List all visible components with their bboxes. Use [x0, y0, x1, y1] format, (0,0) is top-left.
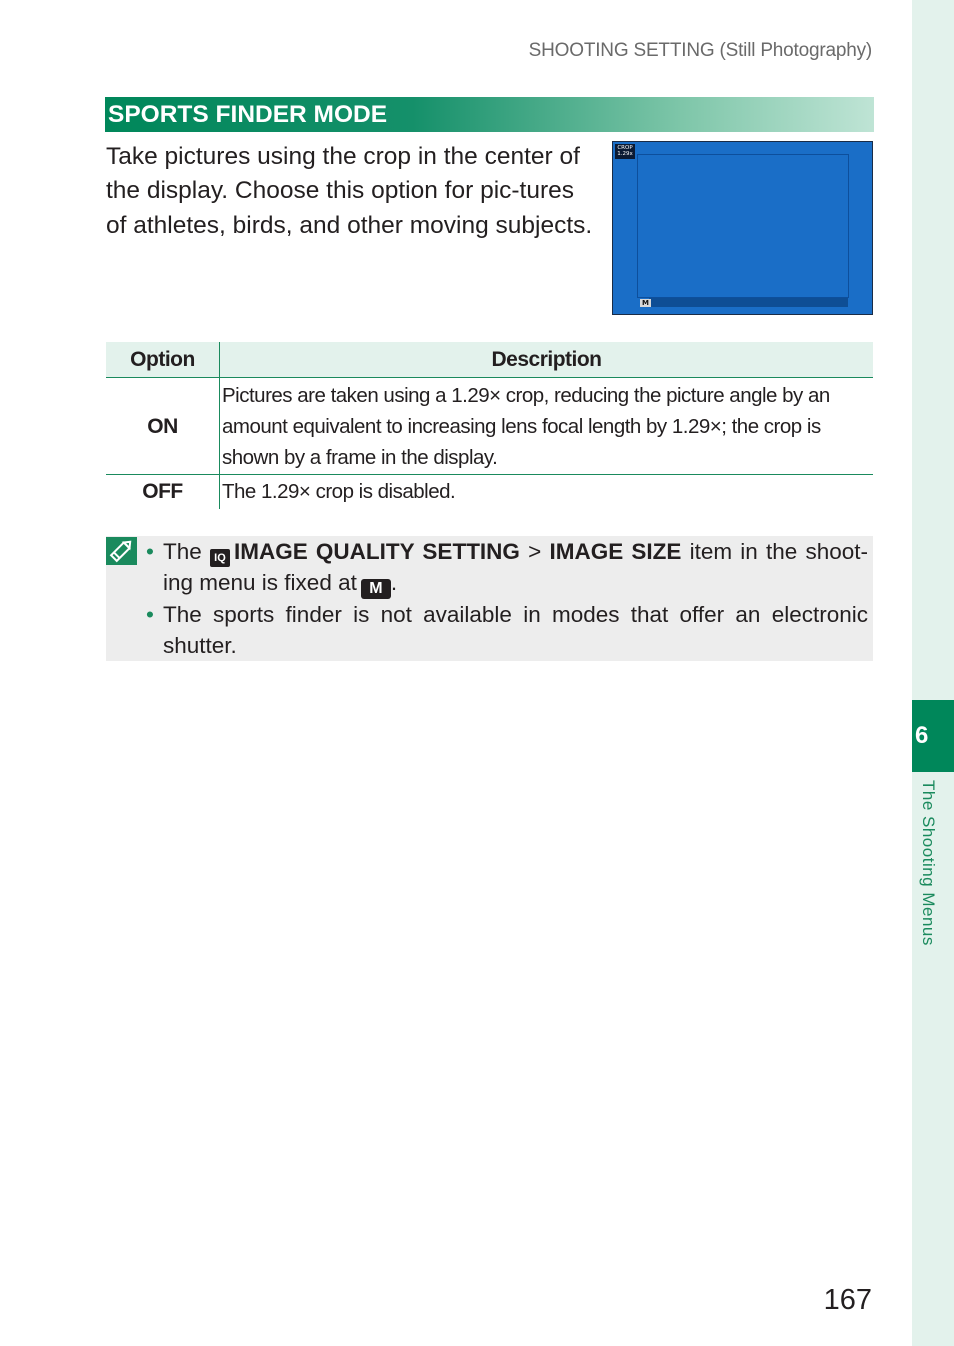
display-info-bar	[649, 298, 848, 307]
description-column-header: Description	[220, 342, 874, 378]
note-item	[146, 536, 868, 599]
crop-frame	[637, 154, 849, 298]
note-item	[146, 599, 868, 661]
note-bullet: •	[146, 539, 154, 564]
note-box	[106, 536, 873, 661]
note-text: item in the shoot-ing menu is fixed at	[163, 539, 868, 595]
chapter-side-strip	[912, 0, 954, 1346]
note-pencil-icon	[106, 537, 137, 565]
description-cell: Pictures are taken using a 1.29× crop, reducing the picture angle by an amount equivalent to increasing lens focal length by 1.29×; the crop is shown by a frame in the display.	[220, 378, 874, 475]
chapter-title: The Shooting Menus	[919, 780, 938, 946]
table-row	[106, 475, 873, 509]
table-row	[106, 378, 873, 475]
page-number: 167	[823, 1284, 872, 1316]
crop-indicator-value: 1.29x	[617, 151, 633, 157]
note-bullet: •	[146, 602, 154, 627]
note-list	[146, 536, 868, 661]
crop-indicator-label: CROP	[617, 145, 633, 151]
sports-finder-display-illustration	[612, 141, 873, 315]
crop-indicator-icon	[615, 144, 635, 159]
menu-item-name: IMAGE SIZE	[549, 539, 682, 564]
note-text-end: .	[390, 570, 398, 595]
note-text: The sports finder is not available in modes that offer an electronic shutter.	[163, 602, 868, 658]
chapter-number: 6	[915, 722, 929, 749]
section-title: SPORTS FINDER MODE	[105, 97, 874, 132]
menu-name: IMAGE QUALITY SETTING	[233, 539, 520, 564]
option-cell: ON	[106, 378, 220, 475]
note-text: The	[163, 539, 210, 564]
image-size-m-icon: M	[361, 579, 391, 599]
running-header: SHOOTING SETTING (Still Photography)	[528, 40, 872, 61]
intro-paragraph: Take pictures using the crop in the center of the display. Choose this option for pic-tures of athletes, birds, and other moving subjects.	[106, 143, 593, 239]
option-cell: OFF	[106, 475, 220, 509]
image-quality-icon: IQ	[210, 549, 230, 567]
chapter-tab	[912, 700, 954, 772]
image-size-m-icon: M	[640, 299, 651, 307]
menu-separator: >	[519, 539, 550, 564]
option-column-header: Option	[106, 342, 220, 378]
description-cell: The 1.29× crop is disabled.	[222, 480, 456, 504]
table-header-row	[106, 342, 873, 378]
options-table	[106, 342, 873, 509]
